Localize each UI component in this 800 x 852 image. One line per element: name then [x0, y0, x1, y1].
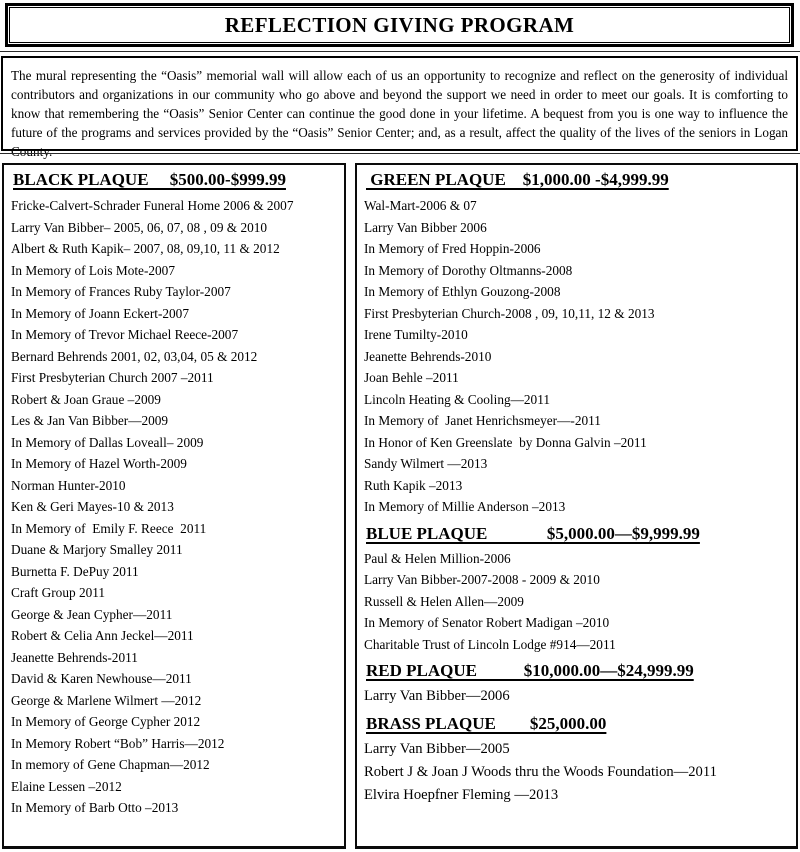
donor-entry: In Memory of George Cypher 2012: [11, 714, 201, 729]
title-box-inner-border: [9, 7, 790, 43]
donor-entry: Larry Van Bibber-2007-2008 - 2009 & 2010: [364, 572, 600, 587]
donor-entry: In Memory of Dallas Loveall– 2009: [11, 434, 204, 450]
donor-entry: Burnetta F. DePuy 2011: [11, 563, 139, 579]
donor-entry: George & Marlene Wilmert —2012: [11, 692, 202, 708]
donor-entry: Elvira Hoepfner Fleming —2013: [364, 787, 559, 803]
donor-entry: In Memory of Joann Eckert-2007: [11, 305, 189, 321]
black-plaque-section: [4, 170, 344, 819]
donor-entry: Robert & Celia Ann Jeckel—2011: [11, 628, 194, 643]
donor-entry: Paul & Helen Million-2006: [364, 550, 511, 566]
black-plaque-donor-list: [4, 195, 344, 819]
donor-entry: Joan Behle –2011: [364, 370, 459, 385]
donor-entry: In Memory of Hazel Worth-2009: [11, 456, 187, 471]
donor-entry: In Memory Robert “Bob” Harris—2012: [11, 735, 225, 751]
donor-entry: Russell & Helen Allen—2009: [364, 593, 524, 609]
donor-entry: Craft Group 2011: [11, 585, 106, 600]
donor-entry: Jeanette Behrends-2010: [364, 348, 492, 364]
donor-entry: In Honor of Ken Greenslate by Donna Galvin –2011: [364, 434, 647, 450]
donor-entry: In memory of Gene Chapman—2012: [11, 757, 210, 772]
donor-entry: In Memory of Emily F. Reece 2011: [11, 520, 207, 536]
donor-entry: In Memory of Lois Mote-2007: [11, 262, 175, 278]
donor-entry: Les & Jan Van Bibber—2009: [11, 413, 169, 428]
donor-entry: Ruth Kapik –2013: [364, 477, 463, 493]
brass-plaque-section: [357, 714, 796, 807]
donor-entry: Irene Tumilty-2010: [364, 327, 468, 342]
donor-entry: Lincoln Heating & Cooling—2011: [364, 391, 551, 407]
donor-entry: In Memory of Janet Henrichsmeyer—-2011: [364, 413, 601, 428]
green-plaque-donor-list: [357, 195, 796, 518]
donor-entry: David & Karen Newhouse—2011: [11, 671, 192, 686]
donor-entry: Duane & Marjory Smalley 2011: [11, 542, 183, 557]
donor-entry: Larry Van Bibber—2005: [364, 741, 510, 757]
donor-entry: George & Jean Cypher—2011: [11, 606, 173, 622]
divider-line-top: [0, 51, 800, 52]
donor-entry: Bernard Behrends 2001, 02, 03,04, 05 & 2012: [11, 348, 258, 364]
donor-entry: Robert J & Joan J Woods thru the Woods Foundation—2011: [364, 764, 717, 780]
donor-entry: Jeanette Behrends-2011: [11, 649, 138, 665]
donor-entry: In Memory of Dorothy Oltmanns-2008: [364, 262, 573, 278]
donor-entry: First Presbyterian Church-2008 , 09, 10,11, 12 & 2013: [364, 305, 655, 321]
brass-plaque-donor-list: [357, 738, 796, 807]
intro-paragraph: The mural representing the “Oasis” memorial wall will allow each of us an opportunity to recognize and reflect on the generosity of individual contributors and organizations in our community who go above and beyond the support we need in order to meet our goals. It is comforting to know that remembering the “Oasis” Senior Center can continue the good done in your lifetime. A bequest from you is one way to influence the future of the programs and services provided by the “Oasis” Senior Center; and, as a result, affect the quality of the lives of the seniors in Logan County.: [11, 68, 788, 159]
blue-plaque-section: [357, 524, 796, 656]
donor-entry: Albert & Ruth Kapik– 2007, 08, 09,10, 11 & 2012: [11, 241, 280, 256]
donor-entry: Elaine Lessen –2012: [11, 778, 122, 794]
donor-entry: In Memory of Senator Robert Madigan –2010: [364, 615, 610, 630]
donor-entry: First Presbyterian Church 2007 –2011: [11, 370, 214, 385]
black-plaque-heading: BLACK PLAQUE $500.00-$999.99: [13, 170, 286, 189]
left-column-box: [2, 163, 346, 849]
title-box: [5, 3, 794, 47]
donor-entry: Wal-Mart-2006 & 07: [364, 198, 477, 213]
donor-entry: Norman Hunter-2010: [11, 477, 126, 493]
donor-entry: Larry Van Bibber—2006: [364, 688, 510, 704]
donor-entry: Fricke-Calvert-Schrader Funeral Home 2006 & 2007: [11, 198, 294, 213]
donor-entry: Charitable Trust of Lincoln Lodge #914—2011: [364, 636, 616, 652]
donor-entry: Larry Van Bibber– 2005, 06, 07, 08 , 09 & 2010: [11, 219, 268, 235]
donor-entry: In Memory of Barb Otto –2013: [11, 800, 179, 815]
divider-line-mid: [0, 153, 800, 154]
brass-plaque-heading: BRASS PLAQUE $25,000.00: [366, 714, 607, 733]
donor-entry: In Memory of Trevor Michael Reece-2007: [11, 327, 239, 342]
donor-entry: Sandy Wilmert —2013: [364, 456, 488, 471]
donor-entry: Larry Van Bibber 2006: [364, 219, 487, 235]
right-column-box: [355, 163, 798, 849]
page-title: REFLECTION GIVING PROGRAM: [224, 12, 575, 37]
donor-entry: In Memory of Millie Anderson –2013: [364, 499, 566, 514]
intro-box: [1, 56, 798, 159]
blue-plaque-donor-list: [357, 548, 796, 656]
blue-plaque-heading: BLUE PLAQUE $5,000.00—$9,999.99: [366, 523, 700, 543]
green-plaque-heading: GREEN PLAQUE $1,000.00 -$4,999.99: [366, 170, 669, 189]
red-plaque-section: [357, 661, 796, 708]
donor-entry: In Memory of Fred Hoppin-2006: [364, 241, 541, 256]
donor-entry: In Memory of Frances Ruby Taylor-2007: [11, 284, 231, 299]
donor-entry: In Memory of Ethlyn Gouzong-2008: [364, 284, 561, 299]
donor-entry: Ken & Geri Mayes-10 & 2013: [11, 499, 174, 514]
red-plaque-donor-list: [357, 685, 796, 708]
green-plaque-section: [357, 170, 796, 518]
donor-entry: Robert & Joan Graue –2009: [11, 391, 161, 407]
red-plaque-heading: RED PLAQUE $10,000.00—$24,999.99: [366, 661, 694, 680]
